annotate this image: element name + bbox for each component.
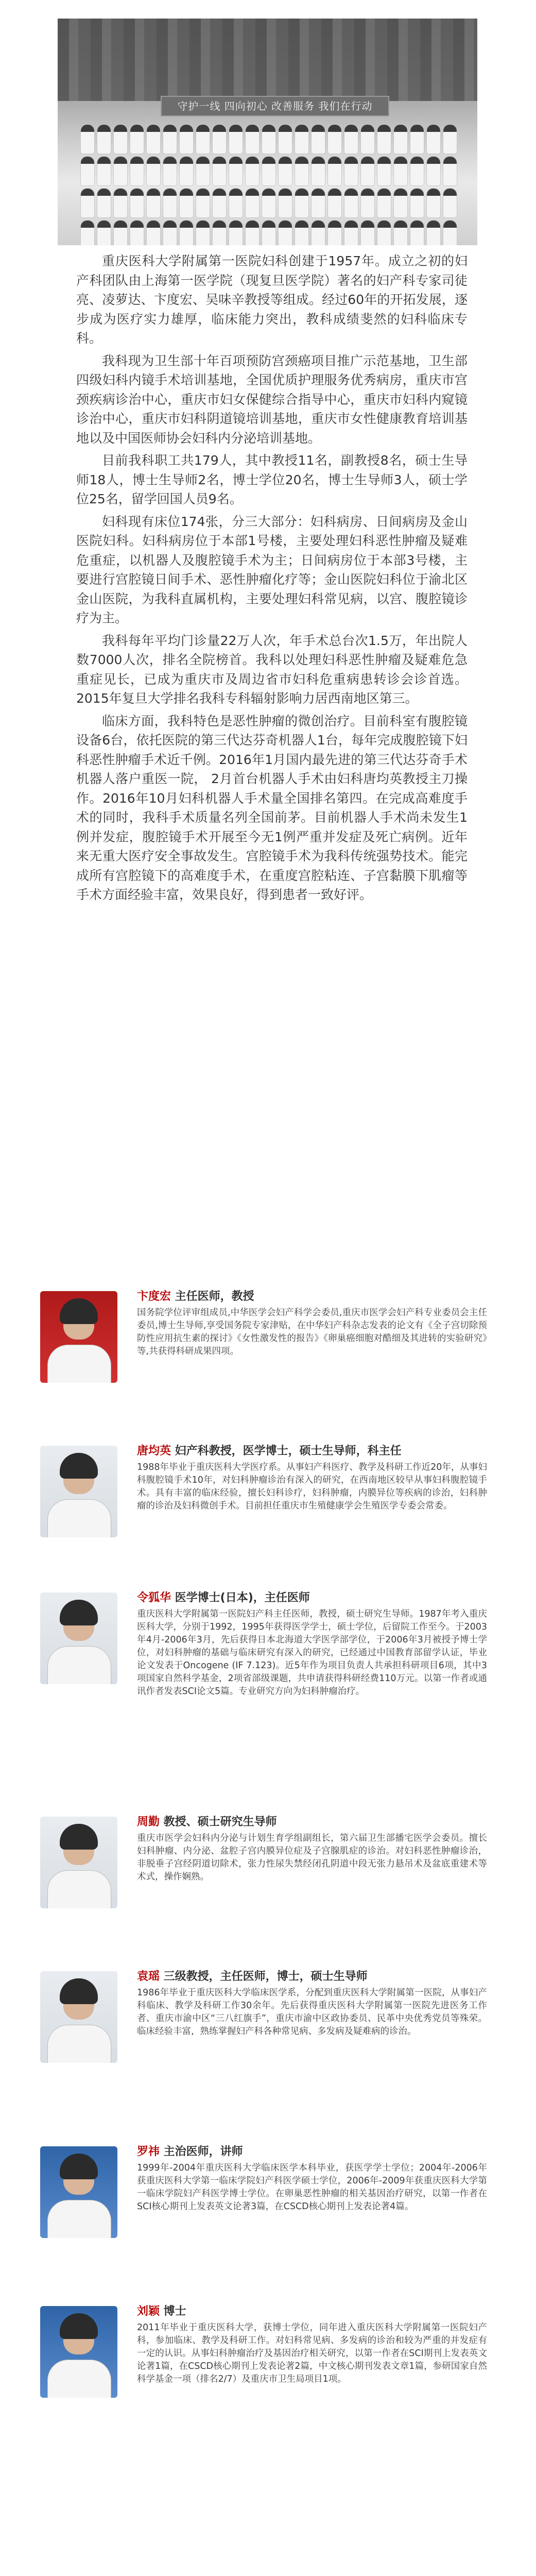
doctor-credentials: 医学博士(日本)，主任医师 bbox=[171, 1591, 310, 1604]
doctor-title bbox=[137, 2304, 487, 2319]
doctor-name: 唐均英 bbox=[137, 1445, 171, 1458]
doctor-credentials: 妇产科教授，医学博士，硕士生导师，科主任 bbox=[171, 1445, 402, 1458]
doctor-description: 1999年-2004年重庆医科大学临床医学本科毕业，获医学学士学位；2004年-2006年获重庆医科大学第一临床学院妇产科医学硕士学位，2006年-2009年获重庆医科大学第一临床学院妇产科医学博士学位。在卵巢恶性肿瘤的相关基因治疗研究，以第一作者在SCI核心期刊上发表英文论著3篇，在CSCD核心期刊上发表论著4篇。 bbox=[137, 2163, 487, 2212]
doctor-photo bbox=[40, 2306, 117, 2398]
department-group-photo bbox=[58, 19, 477, 245]
intro-paragraph: 我科现为卫生部十年百项预防宫颈癌项目推广示范基地，卫生部四级妇科内镜手术培训基地，全国优质护理服务优秀病房，重庆市宫颈疾病诊治中心，重庆市妇女保健综合指导中心，重庆市妇科内窥镜诊治中心，重庆市妇科阴道镜培训基地，重庆市女性健康教育培训基地以及中国医师协会妇科内分泌培训基地。 bbox=[76, 353, 468, 446]
doctor-title bbox=[137, 1815, 487, 1830]
doctor-photo bbox=[40, 1971, 117, 2063]
doctor-credentials: 主治医师，讲师 bbox=[160, 2145, 243, 2158]
doctor-title bbox=[137, 2144, 487, 2160]
doctor-photo bbox=[40, 1817, 117, 1908]
doctor-credentials: 主任医师，教授 bbox=[171, 1290, 254, 1303]
intro-paragraph: 目前我科职工共179人，其中教授11名，副教授8名，硕士生导师18人，博士生导师2名，博士学位20名，博士生导师3人，硕士学位25名，留学回国人员9名。 bbox=[76, 453, 468, 506]
doctor-credentials: 教授、硕士研究生导师 bbox=[160, 1816, 277, 1828]
doctor-photo bbox=[40, 1592, 117, 1684]
doctor-name: 罗祎 bbox=[137, 2145, 160, 2158]
crowd-row bbox=[73, 221, 464, 245]
crowd-row bbox=[73, 125, 464, 154]
intro-paragraph: 重庆医科大学附属第一医院妇科创建于1957年。成立之初的妇产科团队由上海第一医学院（现复旦医学院）著名的妇产科专家司徒亮、凌萝达、卞度宏、吴味辛教授等组成。经过60年的开拓发展，逐步成为医疗实力雄厚，临床能力突出，教科成绩斐然的妇科临床专科。 bbox=[76, 253, 468, 346]
background-trees bbox=[58, 19, 477, 101]
doctor-title bbox=[137, 1590, 487, 1606]
doctor-name: 刘颖 bbox=[137, 2305, 160, 2318]
department-intro bbox=[76, 251, 468, 908]
doctor-description: 重庆医科大学附属第一医院妇产科主任医师，教授，硕士研究生导师。1987年考入重庆医科大学，分别于1992，1995年获得医学学士，硕士学位，后留院工作至今。于2003年4月-2006年3月，先后获得日本北海道大学医学部学位，于2006年3月被授予博士学位，对妇科肿瘤的基础与临床研究有深入的研究，已经通过中国教育部留学认证，毕业论文发表于Oncogene (IF 7.123)。近5年作为项目负责人共承担科研项目6项，其中3项国家自然科学基金，2项省部级课题，共申请获得科研经费110万元。以第一作者或通讯作者发表SCI论文5篇。专业研究方向为妇科肿瘤治疗。 bbox=[137, 1609, 487, 1697]
staff-crowd bbox=[73, 122, 464, 245]
crowd-row bbox=[73, 189, 464, 217]
doctor-photo bbox=[40, 2146, 117, 2238]
doctor-photo bbox=[40, 1446, 117, 1537]
doctor-name: 卞度宏 bbox=[137, 1290, 171, 1303]
intro-paragraph: 妇科现有床位174张，分三大部分：妇科病房、日间病房及金山医院妇科。妇科病房位于本部1号楼，主要处理妇科恶性肿瘤及疑难危重症，以机器人及腹腔镜手术为主；日间病房位于本部3号楼，主要进行宫腔镜日间手术、恶性肿瘤化疗等；金山医院妇科位于渝北区金山医院，为我科直属机构，主要处理妇科常见病，以宫、腹腔镜诊疗为主。 bbox=[76, 514, 468, 625]
doctor-title bbox=[137, 1969, 487, 1985]
doctor-name: 袁瑶 bbox=[137, 1970, 160, 1983]
doctor-description: 1988年毕业于重庆医科大学医疗系。从事妇产科医疗、教学及科研工作近20年，从事妇科腹腔镜手术10年，对妇科肿瘤诊治有深入的研究，在西南地区较早从事妇科腹腔镜手术。具有丰富的临床经验，擅长妇科诊疗，妇科肿瘤，内膜异位等疾病的诊治，妇科肿瘤的诊治及妇科微创手术。目前担任重庆市生殖健康学会生殖医学专委会常委。 bbox=[137, 1462, 487, 1511]
intro-paragraph: 临床方面，我科特色是恶性肿瘤的微创治疗。目前科室有腹腔镜设备6台，依托医院的第三代达芬奇机器人1台，每年完成腹腔镜下妇科恶性肿瘤手术近千例。2016年1月国内最先进的第三代达芬奇手术机器人落户重医一院， 2月首台机器人手术由妇科唐均英教授主刀操作。2016年10月妇科机器人手术量全国排名第四。在完成高难度手术的同时，我科手术质量名列全国前茅。目前机器人手术尚未发生1例并发症，腹腔镜手术开展至今无1例严重并发症及死亡病例。近年来无重大医疗安全事故发生。宫腔镜手术为我科传统强势技术。能完成所有宫腔镜下的高难度手术，在重度宫腔粘连、子宫黏膜下肌瘤等手术方面经验丰富，效果良好，得到患者一致好评。 bbox=[76, 713, 468, 902]
doctor-description: 2011年毕业于重庆医科大学，获博士学位，同年进入重庆医科大学附属第一医院妇产科，参加临床、教学及科研工作。对妇科常见病、多发病的诊治和较为严重的并发症有一定的认识。从事妇科肿瘤治疗及基因治疗相关研究，以第一作者在SCI期刊上发表英文论著1篇，在CSCD核心期刊上发表论著2篇，中文核心期刊发表文章1篇，参研国家自然科学基金一项（排名2/7）及重庆市卫生局项目1项。 bbox=[137, 2323, 487, 2384]
doctor-credentials: 博士 bbox=[160, 2305, 186, 2318]
doctor-description: 重庆市医学会妇科内分泌与计划生育学组副组长，第六届卫生部播宅医学会委员。擅长妇科肿瘤、内分泌、盆腔子宫内膜异位症及子宫腺肌症的诊治。对妇科恶性肿瘤诊治，非脱垂子宫经阴道切除术，张力性尿失禁经闭孔阴道中段无张力悬吊术及盆底重建术等术式，操作娴熟。 bbox=[137, 1833, 487, 1882]
doctor-name: 周勤 bbox=[137, 1816, 160, 1828]
intro-paragraph: 我科每年平均门诊量22万人次，年手术总台次1.5万，年出院人数7000人次，排名全院榜首。我科以处理妇科恶性肿瘤及疑难危急重症见长，已成为重庆市及周边省市妇科危重病患转诊会诊首选。2015年复旦大学排名我科专科辐射影响力居西南地区第三。 bbox=[76, 633, 468, 706]
doctor-credentials: 三级教授，主任医师，博士，硕士生导师 bbox=[160, 1970, 368, 1983]
doctor-description: 国务院学位评审组成员,中华医学会妇产科学会委员,重庆市医学会妇产科专业委员会主任委员,博士生导师,享受国务院专家津贴，在中华妇产科杂志发表的论文有《全子宫切除预防性应用抗生素的探讨》《女性激发性的报告》《卵巢癌细胞对酷细及其进转的实验研究》等,共获得科研成果四项。 bbox=[137, 1308, 487, 1357]
doctor-photo bbox=[40, 1291, 117, 1383]
photo-banner: 守护一线 四向初心 改善服务 我们在行动 bbox=[161, 96, 389, 116]
crowd-row bbox=[73, 157, 464, 185]
doctor-title bbox=[137, 1444, 487, 1459]
doctor-title bbox=[137, 1289, 487, 1304]
doctor-description: 1986年毕业于重庆医科大学临床医学系，分配到重庆医科大学附属第一医院，从事妇产科临床、教学及科研工作30余年。先后获得重庆医科大学附属第一医院先进医务工作者、重庆市渝中区“三八红旗手”，重庆市渝中区政协委员、民革中央优秀党员等殊荣。临床经验丰富，熟练掌握妇产科各种常见病、多发病及疑难病的诊治。 bbox=[137, 1988, 487, 2037]
doctor-name: 令狐华 bbox=[137, 1591, 171, 1604]
